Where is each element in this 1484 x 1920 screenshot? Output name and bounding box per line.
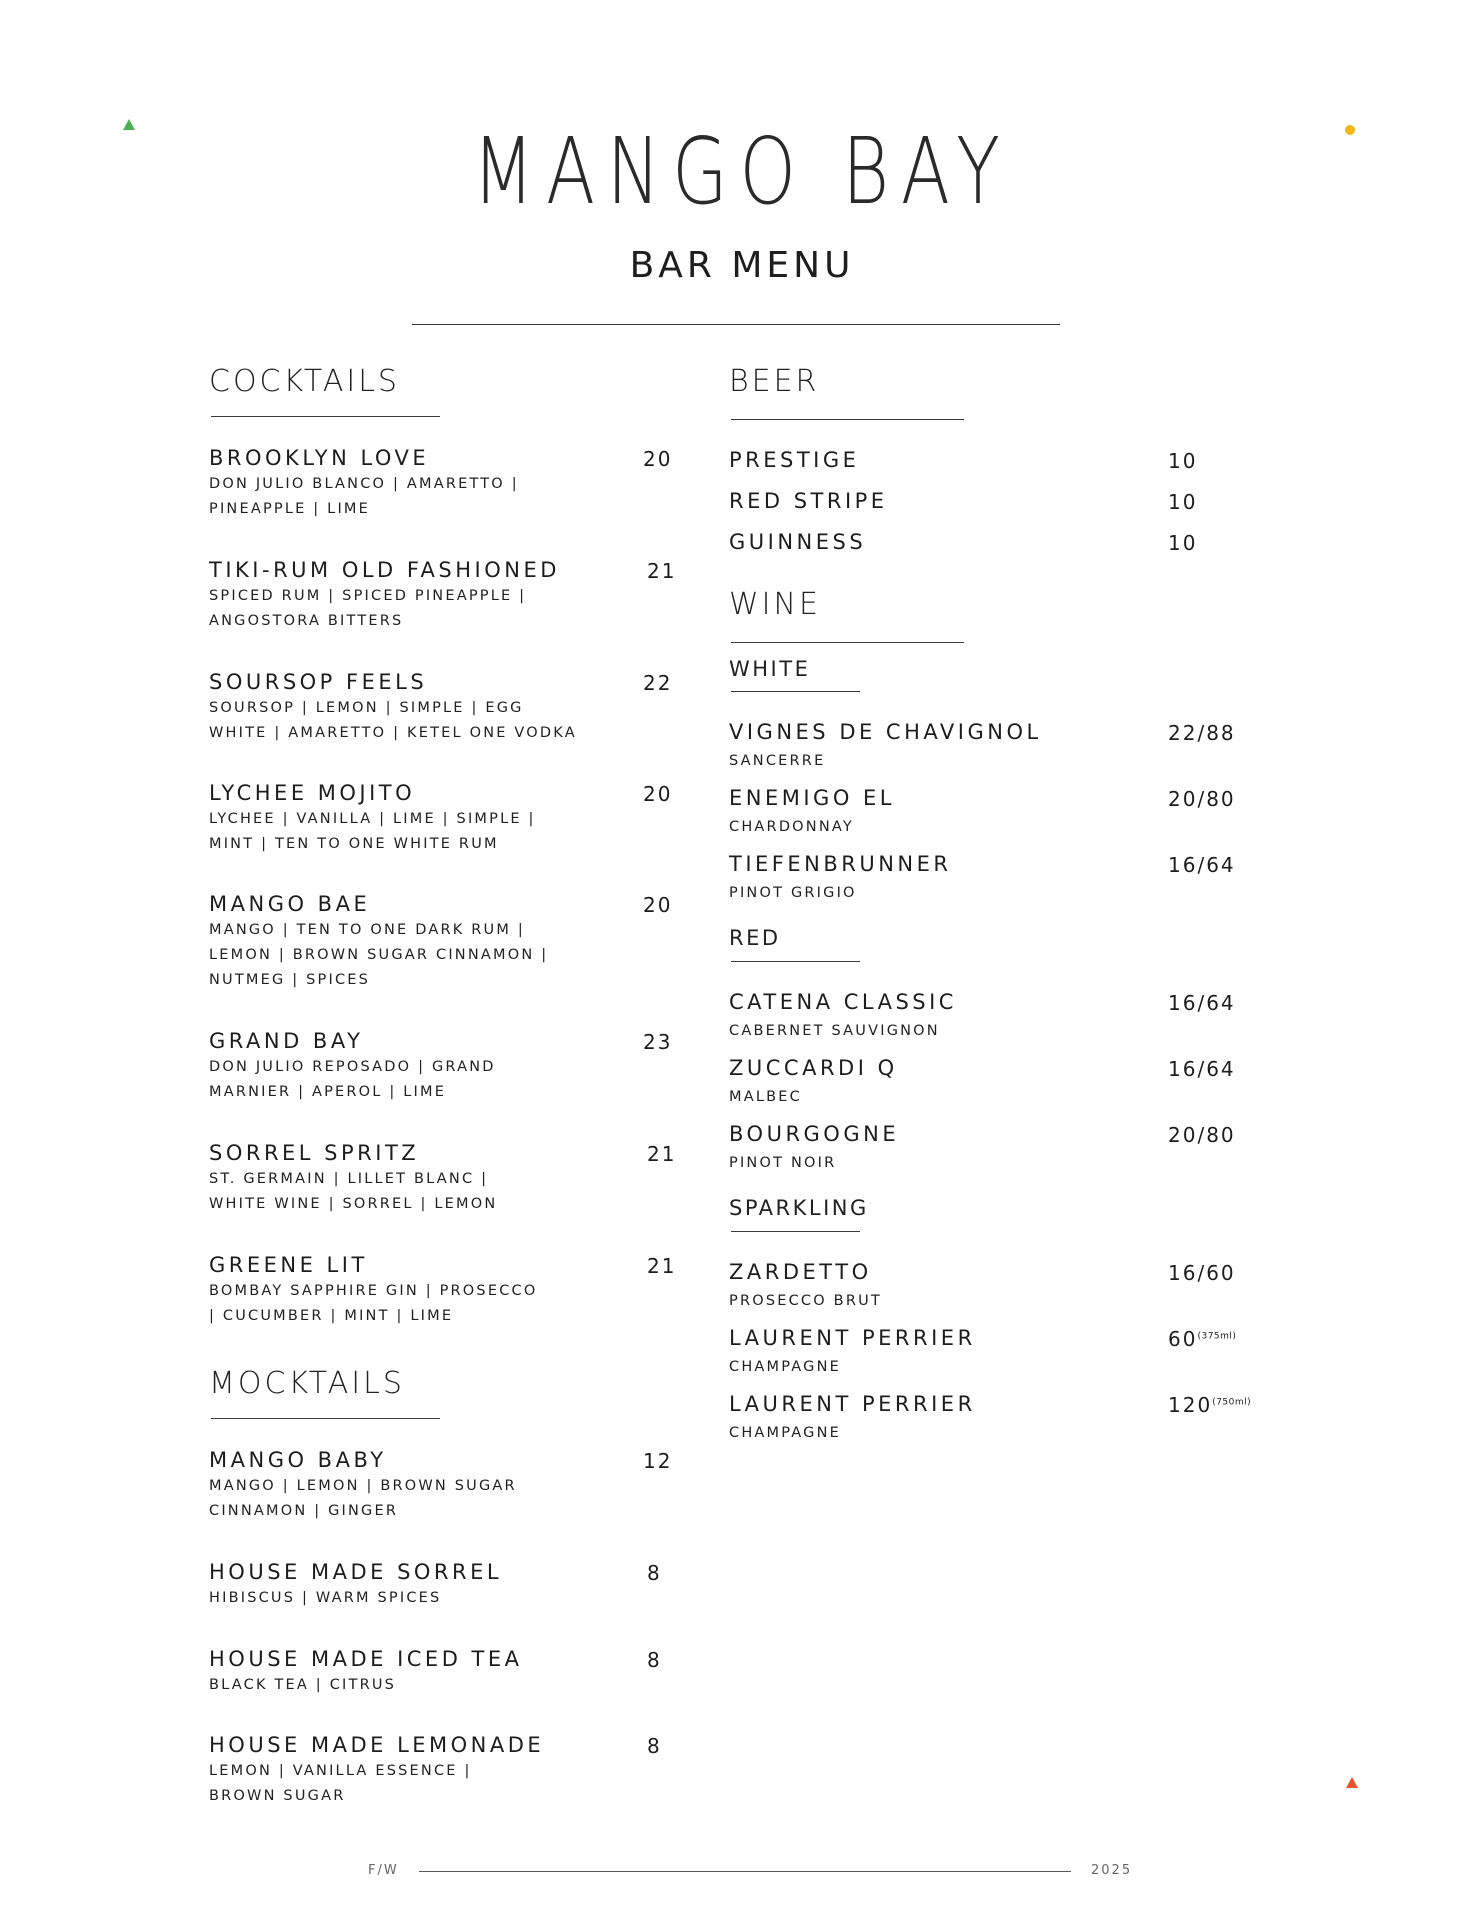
item-name: GRAND BAY xyxy=(209,1029,364,1053)
page-subtitle: BAR MENU xyxy=(629,245,855,286)
item-name: GREENE LIT xyxy=(209,1253,368,1277)
item-description: MALBEC xyxy=(729,1089,802,1105)
item-price: 20/80 xyxy=(1168,787,1236,811)
sparkling-wine-underline xyxy=(731,1231,860,1232)
item-price: 20 xyxy=(643,447,673,471)
item-name: HOUSE MADE LEMONADE xyxy=(209,1733,545,1757)
item-description: CHAMPAGNE xyxy=(729,1359,841,1375)
item-name: ENEMIGO EL xyxy=(729,786,896,810)
item-price: 22 xyxy=(643,671,673,695)
item-price: 20 xyxy=(643,893,673,917)
item-description: BROWN SUGAR xyxy=(209,1788,346,1804)
item-price: 23 xyxy=(643,1030,673,1054)
item-name: TIEFENBRUNNER xyxy=(729,852,952,876)
item-name: LYCHEE MOJITO xyxy=(209,781,416,805)
item-description: ANGOSTORA BITTERS xyxy=(209,613,404,629)
item-price: 12 xyxy=(643,1449,673,1473)
beer-heading: BEER xyxy=(729,364,820,399)
item-volume: (375ml) xyxy=(1197,1331,1237,1342)
item-description: LYCHEE | VANILLA | LIME | SIMPLE | xyxy=(209,811,536,827)
item-price: 60 xyxy=(1168,1327,1198,1351)
item-description: WHITE WINE | SORREL | LEMON xyxy=(209,1196,498,1212)
item-description: CABERNET SAUVIGNON xyxy=(729,1023,940,1039)
item-name: HOUSE MADE ICED TEA xyxy=(209,1647,523,1671)
item-price: 8 xyxy=(647,1561,662,1585)
item-price: 20/80 xyxy=(1168,1123,1236,1147)
item-description: PINEAPPLE | LIME xyxy=(209,501,371,517)
header-divider xyxy=(412,324,1060,325)
item-price: 21 xyxy=(647,559,677,583)
page-title: MANGO BAY xyxy=(472,118,1012,225)
white-wine-heading: WHITE xyxy=(729,657,811,681)
item-description: SPICED RUM | SPICED PINEAPPLE | xyxy=(209,588,527,604)
yellow-dot-icon xyxy=(1345,125,1355,135)
item-name: MANGO BAE xyxy=(209,892,371,916)
item-description: CHARDONNAY xyxy=(729,819,854,835)
white-wine-underline xyxy=(731,691,860,692)
item-name: LAURENT PERRIER xyxy=(729,1392,976,1416)
cocktails-heading: COCKTAILS xyxy=(209,364,400,399)
item-name: SOURSOP FEELS xyxy=(209,670,428,694)
item-name: GUINNESS xyxy=(729,530,867,554)
item-price: 16/64 xyxy=(1168,1057,1236,1081)
item-name: ZARDETTO xyxy=(729,1260,872,1284)
item-name: SORREL SPRITZ xyxy=(209,1141,420,1165)
item-description: MANGO | TEN TO ONE DARK RUM | xyxy=(209,922,525,938)
item-price-group xyxy=(1168,1327,1236,1351)
item-description: ST. GERMAIN | LILLET BLANC | xyxy=(209,1171,489,1187)
item-description: DON JULIO BLANCO | AMARETTO | xyxy=(209,476,519,492)
item-price: 16/60 xyxy=(1168,1261,1236,1285)
wine-heading: WINE xyxy=(729,587,821,622)
item-name: MANGO BABY xyxy=(209,1448,387,1472)
item-price: 8 xyxy=(647,1648,662,1672)
item-name: VIGNES DE CHAVIGNOL xyxy=(729,720,1042,744)
red-triangle-icon xyxy=(1346,1777,1358,1788)
item-description: PINOT GRIGIO xyxy=(729,885,857,901)
sparkling-wine-heading: SPARKLING xyxy=(729,1196,869,1220)
item-name: RED STRIPE xyxy=(729,489,888,513)
item-name: PRESTIGE xyxy=(729,448,860,472)
item-name: ZUCCARDI Q xyxy=(729,1056,898,1080)
item-description: SANCERRE xyxy=(729,753,826,769)
item-price: 16/64 xyxy=(1168,853,1236,877)
item-volume: (750ml) xyxy=(1212,1397,1252,1408)
footer-year: 2025 xyxy=(1091,1863,1133,1878)
item-description: DON JULIO REPOSADO | GRAND xyxy=(209,1059,496,1075)
item-price: 10 xyxy=(1168,531,1198,555)
item-price: 120 xyxy=(1168,1393,1213,1417)
item-price: 10 xyxy=(1168,490,1198,514)
item-price: 8 xyxy=(647,1734,662,1758)
item-description: WHITE | AMARETTO | KETEL ONE VODKA xyxy=(209,725,577,741)
item-price: 21 xyxy=(647,1142,677,1166)
item-description: BLACK TEA | CITRUS xyxy=(209,1677,397,1693)
red-wine-underline xyxy=(731,961,860,962)
green-triangle-icon xyxy=(123,119,135,130)
item-price: 16/64 xyxy=(1168,991,1236,1015)
item-description: | CUCUMBER | MINT | LIME xyxy=(209,1308,454,1324)
item-name: TIKI-RUM OLD FASHIONED xyxy=(209,558,560,582)
item-name: CATENA CLASSIC xyxy=(729,990,957,1014)
item-description: MANGO | LEMON | BROWN SUGAR xyxy=(209,1478,517,1494)
item-price: 20 xyxy=(643,782,673,806)
red-wine-heading: RED xyxy=(729,926,781,950)
cocktails-heading-underline xyxy=(211,416,440,417)
item-name: HOUSE MADE SORREL xyxy=(209,1560,503,1584)
item-description: LEMON | VANILLA ESSENCE | xyxy=(209,1763,472,1779)
item-price: 22/88 xyxy=(1168,721,1236,745)
wine-heading-underline xyxy=(731,642,964,643)
item-name: BROOKLYN LOVE xyxy=(209,446,430,470)
item-description: BOMBAY SAPPHIRE GIN | PROSECCO xyxy=(209,1283,538,1299)
item-name: BOURGOGNE xyxy=(729,1122,900,1146)
item-description: HIBISCUS | WARM SPICES xyxy=(209,1590,442,1606)
item-price-group xyxy=(1168,1393,1251,1417)
item-description: PINOT NOIR xyxy=(729,1155,837,1171)
item-description: MARNIER | APEROL | LIME xyxy=(209,1084,447,1100)
item-description: CHAMPAGNE xyxy=(729,1425,841,1441)
item-description: LEMON | BROWN SUGAR CINNAMON | xyxy=(209,947,549,963)
mocktails-heading-underline xyxy=(211,1418,440,1419)
item-description: MINT | TEN TO ONE WHITE RUM xyxy=(209,836,499,852)
item-description: PROSECCO BRUT xyxy=(729,1293,882,1309)
item-name: LAURENT PERRIER xyxy=(729,1326,976,1350)
item-price: 10 xyxy=(1168,449,1198,473)
item-description: SOURSOP | LEMON | SIMPLE | EGG xyxy=(209,700,524,716)
mocktails-heading: MOCKTAILS xyxy=(209,1366,405,1401)
footer-divider xyxy=(419,1871,1071,1872)
item-description: NUTMEG | SPICES xyxy=(209,972,371,988)
item-price: 21 xyxy=(647,1254,677,1278)
beer-heading-underline xyxy=(731,419,964,420)
item-description: CINNAMON | GINGER xyxy=(209,1503,399,1519)
footer-season: F/W xyxy=(368,1863,399,1878)
